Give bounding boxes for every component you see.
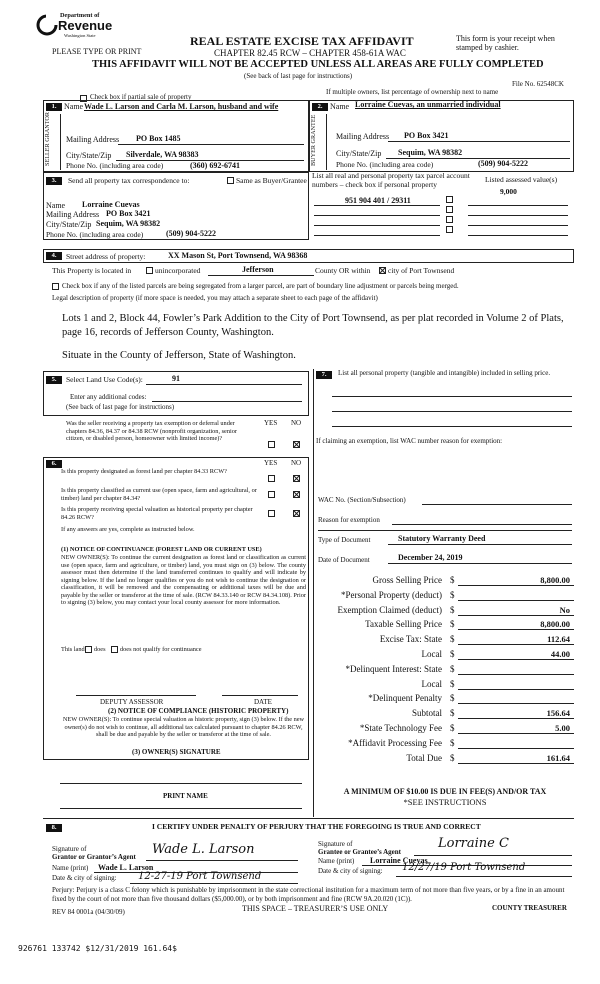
notice-compliance-body: NEW OWNER(S): To continue special valuation as historic property, sign (3) below. If the new owner(s) do not wish to continue, all additional tax calculated pursuant to chapter 84.26 RCW, shall be due and payable by the seller or transferor at the time of sale. <box>62 716 305 738</box>
form-title: REAL ESTATE EXCISE TAX AFFIDAVIT <box>190 34 414 48</box>
grantor-name-print-label: Name (print) <box>52 864 89 872</box>
forest-no-checkbox[interactable] <box>293 475 300 482</box>
within-city-checkbox[interactable] <box>379 267 386 274</box>
corr-phone: (509) 904-5222 <box>166 229 216 238</box>
currency-symbol: $ <box>450 619 455 630</box>
seller-phone-label: Phone No. (including area code) <box>66 161 164 170</box>
segregated-checkbox[interactable] <box>52 283 59 290</box>
parcel-number: 951 904 401 / 29311 <box>345 196 411 205</box>
grantor-sig-of-label: Signature of <box>52 845 87 853</box>
personal-property-checkbox-2[interactable] <box>446 206 453 213</box>
doc-type: Statutory Warranty Deed <box>398 534 486 543</box>
send-correspondence-label: Send all property tax correspondence to: <box>68 176 190 185</box>
logo-state: Washington State <box>64 33 96 38</box>
currency-symbol: $ <box>450 604 455 615</box>
grantee-agent-label: Grantee or Grantee’s Agent <box>318 848 402 856</box>
seller-name-label: Name <box>64 102 84 111</box>
legal-description: Lots 1 and 2, Block 44, Fowler’s Park Addition to the City of Port Townsend, as per plat recorded in Volume 2 of Plats, page 16, records of Jefferson County, Washington. <box>62 313 564 338</box>
grantee-sig-of-label: Signature of <box>318 840 353 848</box>
amount-value: 8,800.00 <box>540 575 570 585</box>
currency-symbol: $ <box>450 649 455 659</box>
grantor-agent-label: Grantor or Grantor’s Agent <box>52 853 136 861</box>
does-not-label: does not qualify for continuance <box>120 646 202 653</box>
seller-phone: (360) 692-6741 <box>190 161 240 170</box>
county-name: Jefferson <box>242 265 274 274</box>
buyer-side-label: BUYER GRANTEE <box>310 114 317 166</box>
currency-symbol: $ <box>450 589 455 600</box>
same-as-buyer-checkbox[interactable] <box>227 177 234 184</box>
sec6-no-header: NO <box>291 459 302 467</box>
personal-property-checkbox-4[interactable] <box>446 226 453 233</box>
print-name-label: PRINT NAME <box>163 792 208 800</box>
buyer-name: Lorraine Cuevas, an unmarried individual <box>355 100 501 109</box>
doc-type-label: Type of Document <box>318 536 371 544</box>
current-use-yes-checkbox[interactable] <box>268 491 275 498</box>
file-number: File No. 62548CK <box>512 80 564 88</box>
currency-symbol: $ <box>450 575 455 585</box>
forest-yes-checkbox[interactable] <box>268 475 275 482</box>
section-7-number: 7. <box>316 371 332 379</box>
seller-side-label: SELLER GRANTOR <box>44 111 51 166</box>
historic-yes-checkbox[interactable] <box>268 510 275 517</box>
amount-value: 112.64 <box>547 634 570 645</box>
amount-value: No <box>559 604 570 615</box>
form-chapter: CHAPTER 82.45 RCW – CHAPTER 458-61A WAC <box>214 48 406 58</box>
city-of-label: city of Port Townsend <box>388 266 455 275</box>
treasurer-use-only: THIS SPACE – TREASURER’S USE ONLY <box>242 904 389 913</box>
does-label: does <box>94 646 106 653</box>
section-1-number: 1. <box>46 103 62 111</box>
seller-mailing: PO Box 1485 <box>136 134 181 143</box>
currency-symbol: $ <box>450 663 455 674</box>
amount-value: 5.00 <box>555 723 570 733</box>
see-instructions-note: *SEE INSTRUCTIONS <box>403 797 487 807</box>
logo-name: Revenue <box>58 18 113 33</box>
type-or-print: PLEASE TYPE OR PRINT <box>52 47 142 56</box>
minimum-fee-note: A MINIMUM OF $10.00 IS DUE IN FEE(S) AND/OR TAX <box>343 787 547 796</box>
currency-symbol: $ <box>450 708 455 719</box>
parcel-list-label: List all real and personal property tax parcel account numbers – check box if personal property <box>312 171 470 189</box>
corr-name-label: Name <box>46 201 66 210</box>
seller-city: Silverdale, WA 98383 <box>126 150 199 159</box>
amount-label: Local <box>421 649 442 659</box>
assessed-value: 9,000 <box>500 187 517 196</box>
buyer-city-label: City/State/Zip <box>336 149 382 158</box>
logo-dept: Department of <box>60 12 100 19</box>
amount-label: Exemption Claimed (deduct) <box>337 604 442 615</box>
unincorporated-checkbox[interactable] <box>146 267 153 274</box>
amount-value: 161.64 <box>546 752 570 763</box>
notice-continuance-body: NEW OWNER(S): To continue the current designation as forest land or classification as current use (open space, farm and agriculture, or timber) land, you must sign on (3) below. The county assessor must then determine if the land transferred continues to qualify and will indicate by signing below. If the land no longer qualifies or you do not wish to continue the designation or classification, it will be removed and the compensating or additional taxes will be due and payable by the seller or transferor at the time of sale. (RCW 84.33.140 or RCW 84.34.108). Prior to signing (3) below, you may contact your local county assessor for more information. <box>61 554 306 606</box>
personal-property-checkbox-1[interactable] <box>446 196 453 203</box>
corr-city-label: City/State/Zip <box>46 220 92 229</box>
if-yes-note: If any answers are yes, complete as instructed below. <box>61 526 195 533</box>
amount-value: 8,800.00 <box>540 619 570 630</box>
revenue-logo-icon <box>36 14 58 36</box>
amount-label: Taxable Selling Price <box>365 619 442 630</box>
notice-compliance-title: (2) NOTICE OF COMPLIANCE (HISTORIC PROPERTY) <box>108 707 289 715</box>
current-use-no-checkbox[interactable] <box>293 491 300 498</box>
grantor-date-city: 12-27-19 Port Townsend <box>138 871 262 882</box>
section-2-number: 2. <box>312 103 328 111</box>
section-4-number: 4. <box>46 252 62 260</box>
does-qualify-checkbox[interactable] <box>85 646 92 653</box>
amount-label: Local <box>421 678 442 689</box>
section-3-number: 3. <box>46 177 62 185</box>
deputy-assessor-label: DEPUTY ASSESSOR <box>100 698 164 706</box>
grantee-signature: Lorraine C <box>438 836 509 851</box>
grantee-date-city-label: Date & city of signing: <box>318 867 383 875</box>
sec5-yes-header: YES <box>264 419 278 427</box>
forest-land-question: Is this property designated as forest land per chapter 84.33 RCW? <box>61 468 227 475</box>
section-8-number: 8. <box>46 824 62 832</box>
amount-value: 156.64 <box>546 708 570 719</box>
sec5-no-header: NO <box>291 419 302 427</box>
exemption-no-checkbox[interactable] <box>293 441 300 448</box>
county-treasurer-label: COUNTY TREASURER <box>492 904 567 912</box>
historic-no-checkbox[interactable] <box>293 510 300 517</box>
amount-label: *State Technology Fee <box>359 723 442 733</box>
county-or-within: County OR within <box>315 266 371 275</box>
notice-continuance-title: (1) NOTICE OF CONTINUANCE (FOREST LAND OR CURRENT USE) <box>61 546 262 553</box>
corr-phone-label: Phone No. (including area code) <box>46 230 144 239</box>
grantee-name-print: Lorraine Cuevas <box>370 856 428 865</box>
deputy-date-label: DATE <box>254 698 272 706</box>
amount-label: Total Due <box>406 752 442 763</box>
personal-property-label: List all personal property (tangible and intangible) included in selling price. <box>338 369 551 377</box>
historic-question: Is this property receiving special valuation as historical property per chapter 84.26 RCW? <box>61 506 253 521</box>
unincorporated-label: unincorporated <box>155 266 201 275</box>
exemption-yes-checkbox[interactable] <box>268 441 275 448</box>
land-use-label: Select Land Use Code(s): <box>66 375 143 384</box>
perjury-notice: Perjury: Perjury is a class C felony which is punishable by imprisonment in the state correctional institution for a maximum term of not more than five years, or by a fine in an amount fixed by the court of not more than five thousand dollars ($5,000.00), or by both imprisonment and fine (RCW 9A.20.020 (1C)). <box>52 886 565 903</box>
grantor-name-print: Wade L. Larson <box>98 863 154 872</box>
currency-symbol: $ <box>450 678 455 689</box>
buyer-city: Sequim, WA 98382 <box>398 148 463 157</box>
land-use-code: 91 <box>172 374 180 383</box>
currency-symbol: $ <box>450 634 455 645</box>
owner-signature-label: (3) OWNER(S) SIGNATURE <box>132 748 221 756</box>
does-not-qualify-checkbox[interactable] <box>111 646 118 653</box>
same-as-buyer-label: Same as Buyer/Grantee <box>236 176 307 185</box>
revenue-logo <box>36 12 113 42</box>
partial-sale-label: Check box if partial sale of property <box>90 93 192 101</box>
currency-symbol: $ <box>450 723 455 733</box>
currency-symbol: $ <box>450 752 455 763</box>
additional-codes-label: Enter any additional codes: <box>70 393 147 401</box>
buyer-mailing-label: Mailing Address <box>336 132 390 141</box>
sec6-yes-header: YES <box>264 459 278 467</box>
this-land-label: This land <box>61 646 85 653</box>
amount-label: *Delinquent Penalty <box>368 693 442 704</box>
doc-date-label: Date of Document <box>318 556 370 564</box>
amount-label: Excise Tax: State <box>379 634 442 645</box>
grantee-date-city: 12/27/19 Port Townsend <box>402 862 526 873</box>
exemption-question: Was the seller receiving a property tax exemption or deferral under chapters 84.36, 84.37 or 84.38 RCW (nonprofit organization, senior citizen, or disabled person, homeowner with limited income)? <box>66 420 237 442</box>
legal-description-label: Legal description of property (if more space is needed, you may attach a separate sheet to each page of the affidavit) <box>52 294 378 302</box>
doc-date: December 24, 2019 <box>398 553 463 562</box>
form-revision: REV 84 0001a (04/30/09) <box>52 908 125 916</box>
assessed-label: Listed assessed value(s) <box>485 175 558 184</box>
form-warning: THIS AFFIDAVIT WILL NOT BE ACCEPTED UNLESS ALL AREAS ARE FULLY COMPLETED <box>92 59 544 70</box>
multiple-owners-note: If multiple owners, list percentage of ownership next to name <box>326 88 499 96</box>
corr-mailing-label: Mailing Address <box>46 210 100 219</box>
amount-label: *Affidavit Processing Fee <box>348 737 442 748</box>
seller-name: Wade L. Larson and Carla M. Larson, husband and wife <box>84 102 279 111</box>
grantee-name-print-label: Name (print) <box>318 857 355 865</box>
cashier-stamp: 926761 133742 $12/31/2019 161.64$ <box>18 944 177 953</box>
buyer-mailing: PO Box 3421 <box>404 131 449 140</box>
buyer-phone: (509) 904-5222 <box>478 159 528 168</box>
section-5-number: 5. <box>46 376 62 384</box>
receipt-note: This form is your receipt when stamped by cashier. <box>456 34 555 52</box>
currency-symbol: $ <box>450 693 455 704</box>
grantor-signature: Wade L. Larson <box>152 842 255 857</box>
buyer-phone-label: Phone No. (including area code) <box>336 160 434 169</box>
seller-city-label: City/State/Zip <box>66 151 112 160</box>
corr-city: Sequim, WA 98382 <box>96 219 161 228</box>
buyer-name-label: Name <box>330 102 350 111</box>
amount-label: Gross Selling Price <box>372 575 442 585</box>
grantor-date-city-label: Date & city of signing: <box>52 874 117 882</box>
current-use-question: Is this property classified as current use (open space, farm and agricultural, or timber) land per chapter 84.34? <box>61 487 257 502</box>
personal-property-checkbox-3[interactable] <box>446 216 453 223</box>
certify-statement: I CERTIFY UNDER PENALTY OF PERJURY THAT THE FOREGOING IS TRUE AND CORRECT <box>152 822 481 831</box>
street-address: XX Mason St, Port Townsend, WA 98368 <box>168 251 308 260</box>
street-label: Street address of property: <box>66 252 146 261</box>
corr-mailing: PO Box 3421 <box>106 209 151 218</box>
wac-label: WAC No. (Section/Subsection) <box>318 496 406 504</box>
located-prefix: This Property is located in <box>52 266 132 275</box>
amount-label: *Delinquent Interest: State <box>345 663 442 674</box>
section-6-number: 6. <box>46 460 62 468</box>
exemption-reason-label: If claiming an exemption, list WAC number reason for exemption: <box>316 437 503 445</box>
amount-label: Subtotal <box>411 708 442 719</box>
corr-name: Lorraine Cuevas <box>82 200 140 209</box>
currency-symbol: $ <box>450 737 455 748</box>
land-use-see-back: (See back of last page for instructions) <box>66 403 175 411</box>
amount-label: *Personal Property (deduct) <box>341 589 442 600</box>
seller-mailing-label: Mailing Address <box>66 135 120 144</box>
reason-label: Reason for exemption <box>318 516 380 524</box>
segregated-label: Check box if any of the listed parcels are being segregated from a larger parcel, are part of boundary line adjustment or parcels being merged. <box>62 282 459 290</box>
see-back-note: (See back of last page for instructions) <box>244 72 353 80</box>
amount-value: 44.00 <box>550 649 570 659</box>
legal-situate: Situate in the County of Jefferson, State of Washington. <box>62 350 296 361</box>
